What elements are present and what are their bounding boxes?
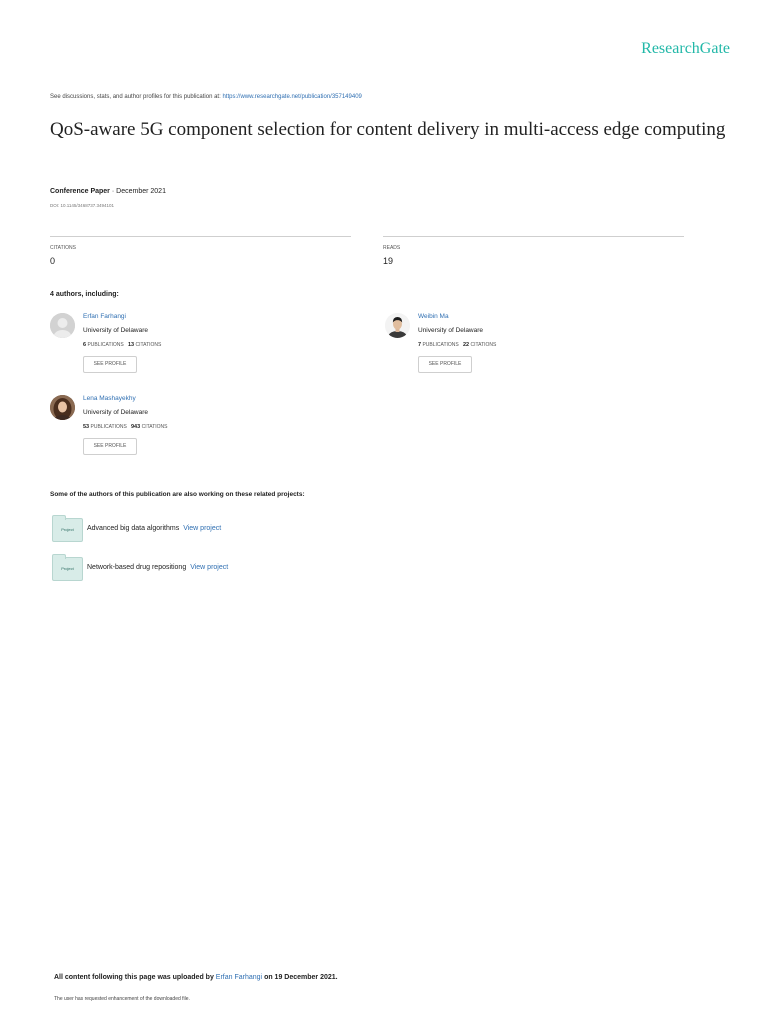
discussion-line [50, 94, 362, 100]
project-name: Network-based drug repositiong [87, 564, 187, 571]
citations-value: 0 [50, 256, 56, 266]
author-institution: University of Delaware [83, 409, 149, 416]
author-photo-icon[interactable] [385, 313, 410, 338]
author-stats [83, 342, 161, 348]
author-publications-count: 53 [83, 424, 90, 430]
reads-value: 19 [383, 256, 394, 266]
author-photo-icon[interactable] [50, 395, 75, 420]
discussion-prefix: See discussions, stats, and author profiles for this publication at: [50, 94, 221, 100]
researchgate-logo[interactable]: ResearchGate [641, 40, 730, 57]
paper-title: QoS-aware 5G component selection for content delivery in multi-access edge computing [50, 119, 726, 140]
project-name-line [87, 564, 228, 571]
author-card [50, 313, 350, 383]
citations-label: CITATIONS [50, 245, 76, 251]
author-stats [418, 342, 496, 348]
see-profile-button[interactable]: SEE PROFILE [83, 438, 137, 455]
citations-stat [50, 236, 351, 266]
project-name: Advanced big data algorithms [87, 525, 180, 532]
author-institution: University of Delaware [83, 327, 149, 334]
paper-type-line: Conference Paper · December 2021 [50, 188, 166, 195]
author-publications-label: PUBLICATIONS [87, 342, 124, 348]
project-icon-label: Project [61, 566, 74, 571]
author-name-link[interactable]: Lena Mashayekhy [83, 395, 136, 402]
project-item [50, 518, 450, 544]
avatar-placeholder-icon[interactable] [50, 313, 75, 338]
author-publications-label: PUBLICATIONS [90, 424, 127, 430]
paper-type: Conference Paper [50, 188, 110, 195]
view-project-link[interactable]: View project [190, 564, 229, 571]
project-name-line [87, 525, 221, 532]
reads-stat [383, 236, 684, 266]
footer-suffix: on 19 December 2021. [264, 974, 338, 981]
author-citations-label: CITATIONS [141, 424, 168, 430]
publication-url-link[interactable]: https://www.researchgate.net/publication/357149409 [222, 94, 362, 100]
upload-footer [54, 974, 338, 981]
see-profile-button[interactable]: SEE PROFILE [83, 356, 137, 373]
view-project-link[interactable]: View project [183, 525, 222, 532]
author-citations-label: CITATIONS [470, 342, 497, 348]
project-folder-icon [52, 518, 83, 542]
author-publications-count: 7 [418, 342, 422, 348]
author-publications-label: PUBLICATIONS [422, 342, 459, 348]
author-institution: University of Delaware [418, 327, 484, 334]
author-name-link[interactable]: Erfan Farhangi [83, 313, 126, 320]
author-citations-count: 13 [127, 342, 135, 348]
author-citations-count: 943 [131, 424, 141, 430]
project-item [50, 557, 450, 583]
author-citations-count: 22 [462, 342, 470, 348]
uploader-link[interactable]: Erfan Farhangi [215, 974, 263, 981]
author-name-link[interactable]: Weibin Ma [418, 313, 449, 320]
project-folder-icon [52, 557, 83, 581]
reads-label: READS [383, 245, 401, 251]
projects-heading: Some of the authors of this publication are also working on these related projects: [50, 491, 305, 498]
footer-prefix: All content following this page was uploaded by [54, 974, 214, 981]
paper-doi: DOI: 10.1145/3468737.3494101 [50, 203, 114, 208]
author-citations-label: CITATIONS [135, 342, 162, 348]
paper-date: December 2021 [116, 188, 166, 195]
author-stats [83, 424, 168, 430]
see-profile-button[interactable]: SEE PROFILE [418, 356, 472, 373]
project-icon-label: Project [61, 527, 74, 532]
authors-heading: 4 authors, including: [50, 291, 119, 298]
author-card [50, 395, 350, 465]
footer-note: The user has requested enhancement of the downloaded file. [54, 996, 190, 1002]
author-publications-count: 6 [83, 342, 87, 348]
author-card [385, 313, 685, 383]
